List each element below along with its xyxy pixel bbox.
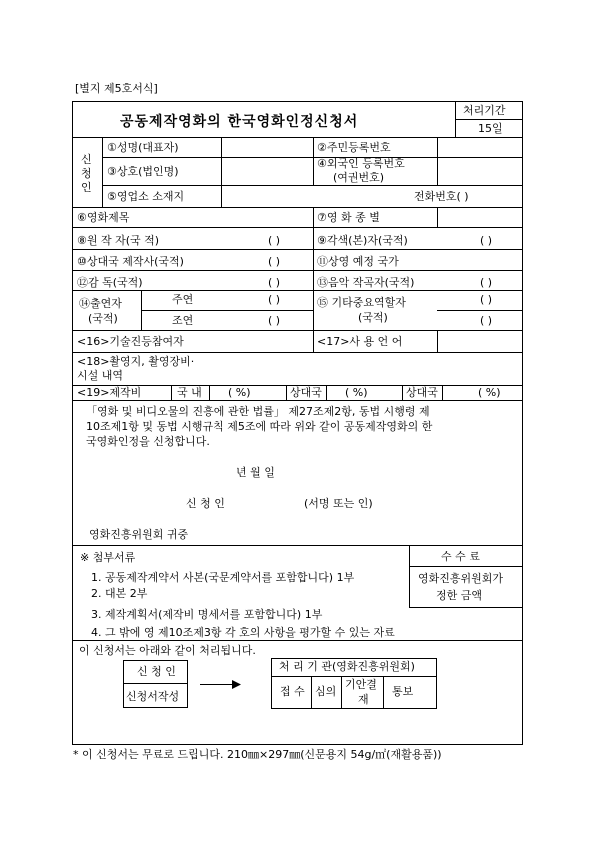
attachment-item-3: 3. 제작계획서(제작비 명세서를 포함합니다) 1부 xyxy=(91,608,323,621)
field-release-country-label: ⑪상영 예정 국가 xyxy=(317,255,399,268)
processing-value: 15일 xyxy=(478,122,503,135)
arrow-right-icon xyxy=(232,680,242,689)
field-author-nation: ( ) xyxy=(268,234,281,247)
statement-recipient: 영화진흥위원회 귀중 xyxy=(89,528,189,541)
field-other-roles-nation-1: ( ) xyxy=(480,293,493,306)
process-step-notify: 통보 xyxy=(392,685,414,698)
statement-applicant: 신 청 인 xyxy=(186,497,225,510)
statement-line-1: 「영화 및 비디오물의 진흥에 관한 법률」 제27조제2항, 동법 시행령 제 xyxy=(86,405,430,418)
field-budget-domestic-pct: ( %) xyxy=(228,386,251,399)
fee-value-1: 영화진흥위원회가 xyxy=(418,572,504,585)
field-composer-label: ⑬음악 작곡자(국적) xyxy=(317,276,415,289)
field-other-roles-nation-label: (국적) xyxy=(358,311,388,324)
field-screenwriter-label: ⑨각색(본)자(국적) xyxy=(317,234,408,247)
field-location-label-2: 시설 내역 xyxy=(77,369,124,382)
statement-date: 년 월 일 xyxy=(236,466,275,479)
field-screenwriter-nation: ( ) xyxy=(480,234,493,247)
field-director-label: ⑫감 독(국적) xyxy=(77,276,143,289)
field-language-label: <17>사 용 언 어 xyxy=(317,335,403,348)
fee-label: 수 수 료 xyxy=(441,550,480,563)
field-composer-nation: ( ) xyxy=(480,276,493,289)
footer-note: * 이 신청서는 무료로 드립니다. 210㎜×297㎜(신문용지 54g/㎡(재활용품)) xyxy=(73,748,442,761)
process-step-approve: 기안결 xyxy=(345,678,377,691)
field-budget-partner2-pct: ( %) xyxy=(478,386,501,399)
field-lead-label: 주연 xyxy=(172,293,194,306)
attachment-item-2: 2. 대본 2부 xyxy=(91,587,148,600)
field-cast-label: ⑭출연자 xyxy=(79,297,122,310)
statement-signature: (서명 또는 인) xyxy=(304,497,373,510)
field-resident-no-label: ②주민등록번호 xyxy=(317,141,391,154)
field-budget-partner2-label: 상대국 xyxy=(406,386,438,399)
field-support-nation: ( ) xyxy=(268,314,281,327)
attachments-title: ※ 첨부서류 xyxy=(80,551,136,564)
field-lead-nation: ( ) xyxy=(268,293,281,306)
process-note: 이 신청서는 아래와 같이 처리됩니다. xyxy=(79,644,256,657)
process-write: 신청서작성 xyxy=(126,690,180,703)
field-name-label: ①성명(대표자) xyxy=(107,141,179,154)
statement-line-2: 10조제1항 및 동법 시행규칙 제5조에 따라 위와 같이 공동제작영화의 한 xyxy=(86,420,433,433)
field-phone-label: 전화번호( ) xyxy=(414,190,469,203)
fee-value-2: 정한 금액 xyxy=(436,589,483,602)
attachment-item-1: 1. 공동제작계약서 사본(국문계약서를 포함합니다) 1부 xyxy=(91,571,355,584)
field-title-label: ⑥영화제목 xyxy=(77,211,130,224)
field-director-nation: ( ) xyxy=(268,276,281,289)
process-step-receive: 접 수 xyxy=(280,685,305,698)
form-label: [별지 제5호서식] xyxy=(75,82,158,95)
field-passport-label: (여권번호) xyxy=(333,171,385,184)
field-other-roles-nation-2: ( ) xyxy=(480,314,493,327)
field-genre-label: ⑦영 화 종 별 xyxy=(317,211,380,224)
field-partner-company-label: ⑩상대국 제작사(국적) xyxy=(77,255,184,268)
field-location-label: <18>촬영지, 촬영장비· xyxy=(77,355,195,368)
field-company-label: ③상호(법인명) xyxy=(107,165,179,178)
process-arrow-line xyxy=(200,684,234,685)
field-cast-nation-label: (국적) xyxy=(88,312,118,325)
field-support-label: 조연 xyxy=(172,314,194,327)
field-office-label: ⑤영업소 소재지 xyxy=(107,190,185,203)
field-budget-partner-label: 상대국 xyxy=(290,386,322,399)
field-tech-staff-label: <16>기술진등참여자 xyxy=(77,335,184,348)
process-step-review: 심의 xyxy=(315,685,337,698)
form-title: 공동제작영화의 한국영화인정신청서 xyxy=(120,114,359,130)
statement-line-3: 국영화인정을 신청합니다. xyxy=(86,435,210,448)
field-budget-domestic-label: 국 내 xyxy=(177,386,202,399)
field-author-label: ⑧원 작 자(국 적) xyxy=(77,234,160,247)
applicant-char-1: 신 xyxy=(81,153,92,166)
processing-label: 처리기간 xyxy=(463,104,506,117)
attachment-item-4: 4. 그 밖에 영 제10조제3항 각 호의 사항을 평가할 수 있는 자료 xyxy=(91,626,395,639)
field-budget-label: <19>제작비 xyxy=(77,386,142,399)
process-agency: 처 리 기 관(영화진흥위원회) xyxy=(279,660,415,673)
field-alien-no-label: ④외국인 등록번호 xyxy=(317,157,405,170)
applicant-char-2: 청 xyxy=(81,167,92,180)
process-step-approve-2: 재 xyxy=(358,693,369,706)
field-partner-company-nation: ( ) xyxy=(268,255,281,268)
field-other-roles-label: ⑮ 기타중요역할자 xyxy=(317,296,406,309)
applicant-char-3: 인 xyxy=(81,181,92,194)
field-budget-partner-pct: ( %) xyxy=(345,386,368,399)
process-applicant: 신 청 인 xyxy=(137,665,176,678)
